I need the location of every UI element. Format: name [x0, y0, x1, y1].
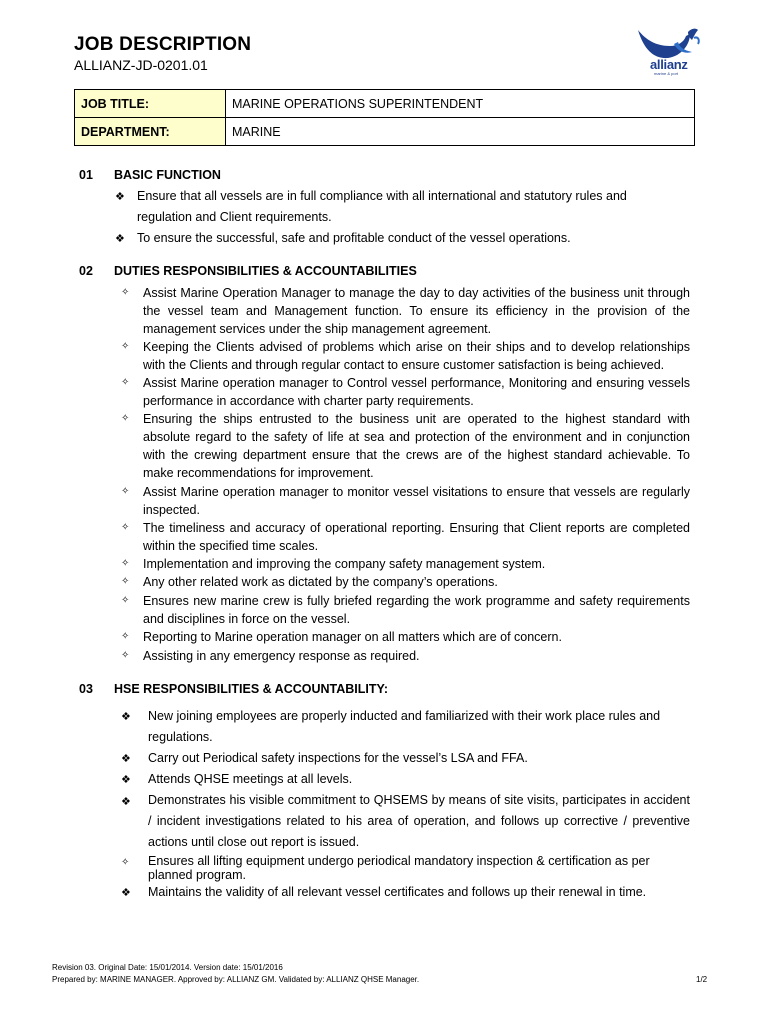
company-logo	[632, 24, 704, 84]
document-id: ALLIANZ-JD-0201.01	[74, 57, 208, 73]
section-number: 03	[79, 682, 93, 696]
list-item: Ensuring the ships entrusted to the business unit are operated to the highest standard with absolute regard to the safety of life at sea and protection of the environment and in conjunction with the crewing department ensure that the crews are of the highest standard achievable. To make recommendations for improvement.	[143, 412, 690, 480]
bullet-icon: ✧	[121, 576, 130, 587]
bullet-icon: ✧	[121, 413, 130, 424]
bullet-icon: ✧	[121, 341, 130, 352]
bullet-icon: ✧	[121, 595, 130, 606]
list-item: To ensure the successful, safe and profitable conduct of the vessel operations.	[137, 231, 571, 245]
list-item: Demonstrates his visible commitment to QHSEMS by means of site visits, participates in accident / incident investigations related to his area of operation, and follows up corrective / preventive actions until close out report is issued.	[148, 793, 690, 849]
department-label: DEPARTMENT:	[75, 118, 226, 146]
list-item: Any other related work as dictated by the company’s operations.	[143, 575, 498, 589]
bullet-icon: ✧	[121, 486, 130, 497]
list-item: Maintains the validity of all relevant vessel certificates and follows up their renewal in time.	[148, 885, 647, 899]
job-title-value: MARINE OPERATIONS SUPERINTENDENT	[226, 90, 695, 118]
list-item: Ensure that all vessels are in full compliance with all international and statutory rules and regulation and Client requirements.	[137, 189, 627, 224]
list-item: Assisting in any emergency response as required.	[143, 649, 420, 663]
section-title: BASIC FUNCTION	[114, 168, 221, 182]
footer-prepared: Prepared by: MARINE MANAGER. Approved by: ALLIANZ GM. Validated by: ALLIANZ QHSE Manager.	[52, 975, 420, 984]
page-number: 1/2	[696, 975, 708, 984]
bullet-icon: ❖	[121, 887, 131, 899]
bullet-icon: ❖	[121, 796, 131, 808]
bullet-icon: ✧	[121, 631, 130, 642]
list-item: New joining employees are properly inducted and familiarized with their work place rules and regulations.	[148, 709, 661, 744]
bullet-icon: ✧	[121, 287, 130, 298]
list-item: Ensures new marine crew is fully briefed regarding the work programme and safety requirements and disciplines in force on the vessel.	[143, 594, 690, 626]
list-item: Attends QHSE meetings at all levels.	[148, 772, 353, 786]
list-item: Carry out Periodical safety inspections for the vessel’s LSA and FFA.	[148, 751, 528, 765]
department-value: MARINE	[226, 118, 695, 146]
section-number: 01	[79, 168, 93, 182]
job-title-label: JOB TITLE:	[75, 90, 226, 118]
logo-wordmark: allianz	[650, 57, 688, 72]
list-item: Implementation and improving the company safety management system.	[143, 557, 546, 571]
job-info-table	[74, 89, 695, 146]
department-row	[75, 118, 695, 146]
logo-tagline: marine & port	[654, 71, 679, 76]
bullet-icon: ✧	[121, 377, 130, 388]
list-item: Assist Marine operation manager to monitor vessel visitations to ensure that vessels are regularly inspected.	[143, 485, 690, 517]
section-title: HSE RESPONSIBILITIES & ACCOUNTABILITY:	[114, 682, 389, 696]
list-item: Ensures all lifting equipment undergo periodical mandatory inspection & certification as per planned program.	[148, 854, 650, 882]
bullet-icon: ✧	[121, 522, 130, 533]
bullet-icon: ❖	[115, 233, 125, 245]
bullet-icon: ❖	[115, 191, 125, 203]
list-item: Keeping the Clients advised of problems which arise on their ships and to develop relationships with the Clients and through regular contact to ensure customer satisfaction is being achieved.	[143, 340, 690, 372]
section-number: 02	[79, 264, 93, 278]
bullet-icon: ✧	[121, 857, 130, 868]
section-title: DUTIES RESPONSIBILITIES & ACCOUNTABILITIES	[114, 264, 417, 278]
bullet-icon: ❖	[121, 753, 131, 765]
bullet-icon: ❖	[121, 774, 131, 786]
list-item: The timeliness and accuracy of operational reporting. Ensuring that Client reports are completed within the specified time scales.	[143, 521, 690, 553]
page-title: JOB DESCRIPTION	[74, 34, 252, 55]
footer-revision: Revision 03. Original Date: 15/01/2014. Version date: 15/01/2016	[52, 963, 283, 972]
bullet-icon: ✧	[121, 650, 130, 661]
bullet-icon: ✧	[121, 558, 130, 569]
list-item: Assist Marine Operation Manager to manage the day to day activities of the business unit through the vessel team and Management function. To ensure its efficiency in the provision of the management services under the ship management agreement.	[143, 286, 690, 336]
list-item: Assist Marine operation manager to Control vessel performance, Monitoring and ensuring vessels performance in accordance with charter party requirements.	[143, 376, 690, 408]
bullet-icon: ❖	[121, 711, 131, 723]
job-title-row	[75, 90, 695, 118]
list-item: Reporting to Marine operation manager on all matters which are of concern.	[143, 630, 562, 644]
